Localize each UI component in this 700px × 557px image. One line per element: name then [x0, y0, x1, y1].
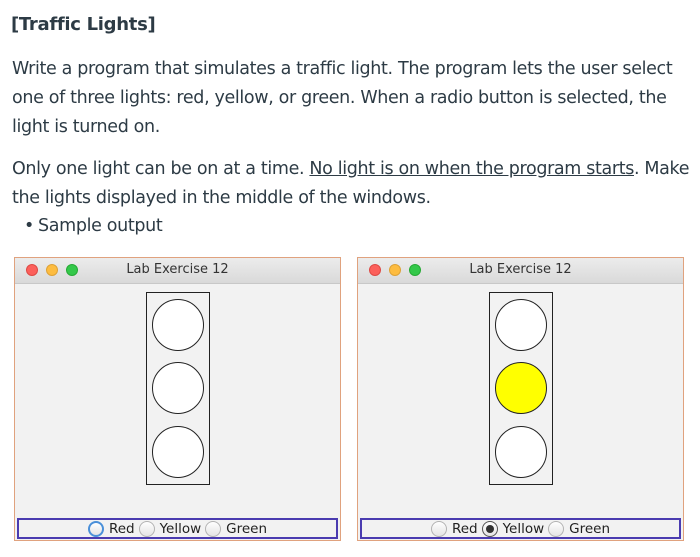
- sample-window-2: [357, 257, 684, 541]
- green-light: [152, 426, 204, 478]
- radio-green-label: Green: [226, 520, 268, 537]
- radio-yellow[interactable]: [139, 521, 202, 537]
- radio-green-label: Green: [569, 520, 611, 537]
- requirements-text-start: Only one light can be on at a time.: [12, 159, 310, 179]
- red-light: [152, 299, 204, 351]
- radio-yellow-circle[interactable]: [482, 521, 498, 537]
- bullet-dot: •: [24, 216, 34, 236]
- traffic-light-housing: [489, 292, 553, 485]
- requirements-paragraph: [12, 155, 696, 213]
- bullet-label: Sample output: [38, 216, 163, 236]
- instructions-paragraph: Write a program that simulates a traffic light. The program lets the user select one of three lights: red, yellow, or green. When a radio button is selected, the light is turned on.: [12, 59, 673, 137]
- requirements-text-end: . Make the lights displayed in the middle of the windows.: [12, 159, 690, 208]
- radio-green[interactable]: [205, 521, 267, 537]
- radio-red-circle[interactable]: [431, 521, 447, 537]
- radio-button-group: [360, 518, 681, 539]
- radio-yellow-label: Yellow: [502, 520, 545, 537]
- radio-red[interactable]: [88, 521, 135, 537]
- yellow-light: [495, 362, 547, 414]
- radio-yellow-label: Yellow: [159, 520, 202, 537]
- radio-green[interactable]: [548, 521, 610, 537]
- radio-button-group: [17, 518, 338, 539]
- radio-red-label: Red: [451, 520, 478, 537]
- traffic-light-housing: [146, 292, 210, 485]
- radio-red-circle[interactable]: [88, 521, 104, 537]
- radio-red-label: Red: [108, 520, 135, 537]
- radio-red[interactable]: [431, 521, 478, 537]
- window-titlebar: [358, 258, 683, 284]
- underlined-requirement: No light is on when the program starts: [309, 159, 634, 179]
- radio-yellow[interactable]: [482, 521, 545, 537]
- sample-window-1: [14, 257, 341, 541]
- window-title: Lab Exercise 12: [469, 262, 572, 277]
- window-titlebar: [15, 258, 340, 284]
- window-title: Lab Exercise 12: [126, 262, 229, 277]
- yellow-light: [152, 362, 204, 414]
- radio-green-circle[interactable]: [205, 521, 221, 537]
- bullet-item: [24, 212, 162, 241]
- radio-green-circle[interactable]: [548, 521, 564, 537]
- radio-yellow-circle[interactable]: [139, 521, 155, 537]
- red-light: [495, 299, 547, 351]
- green-light: [495, 426, 547, 478]
- page-title: [Traffic Lights]: [11, 14, 156, 35]
